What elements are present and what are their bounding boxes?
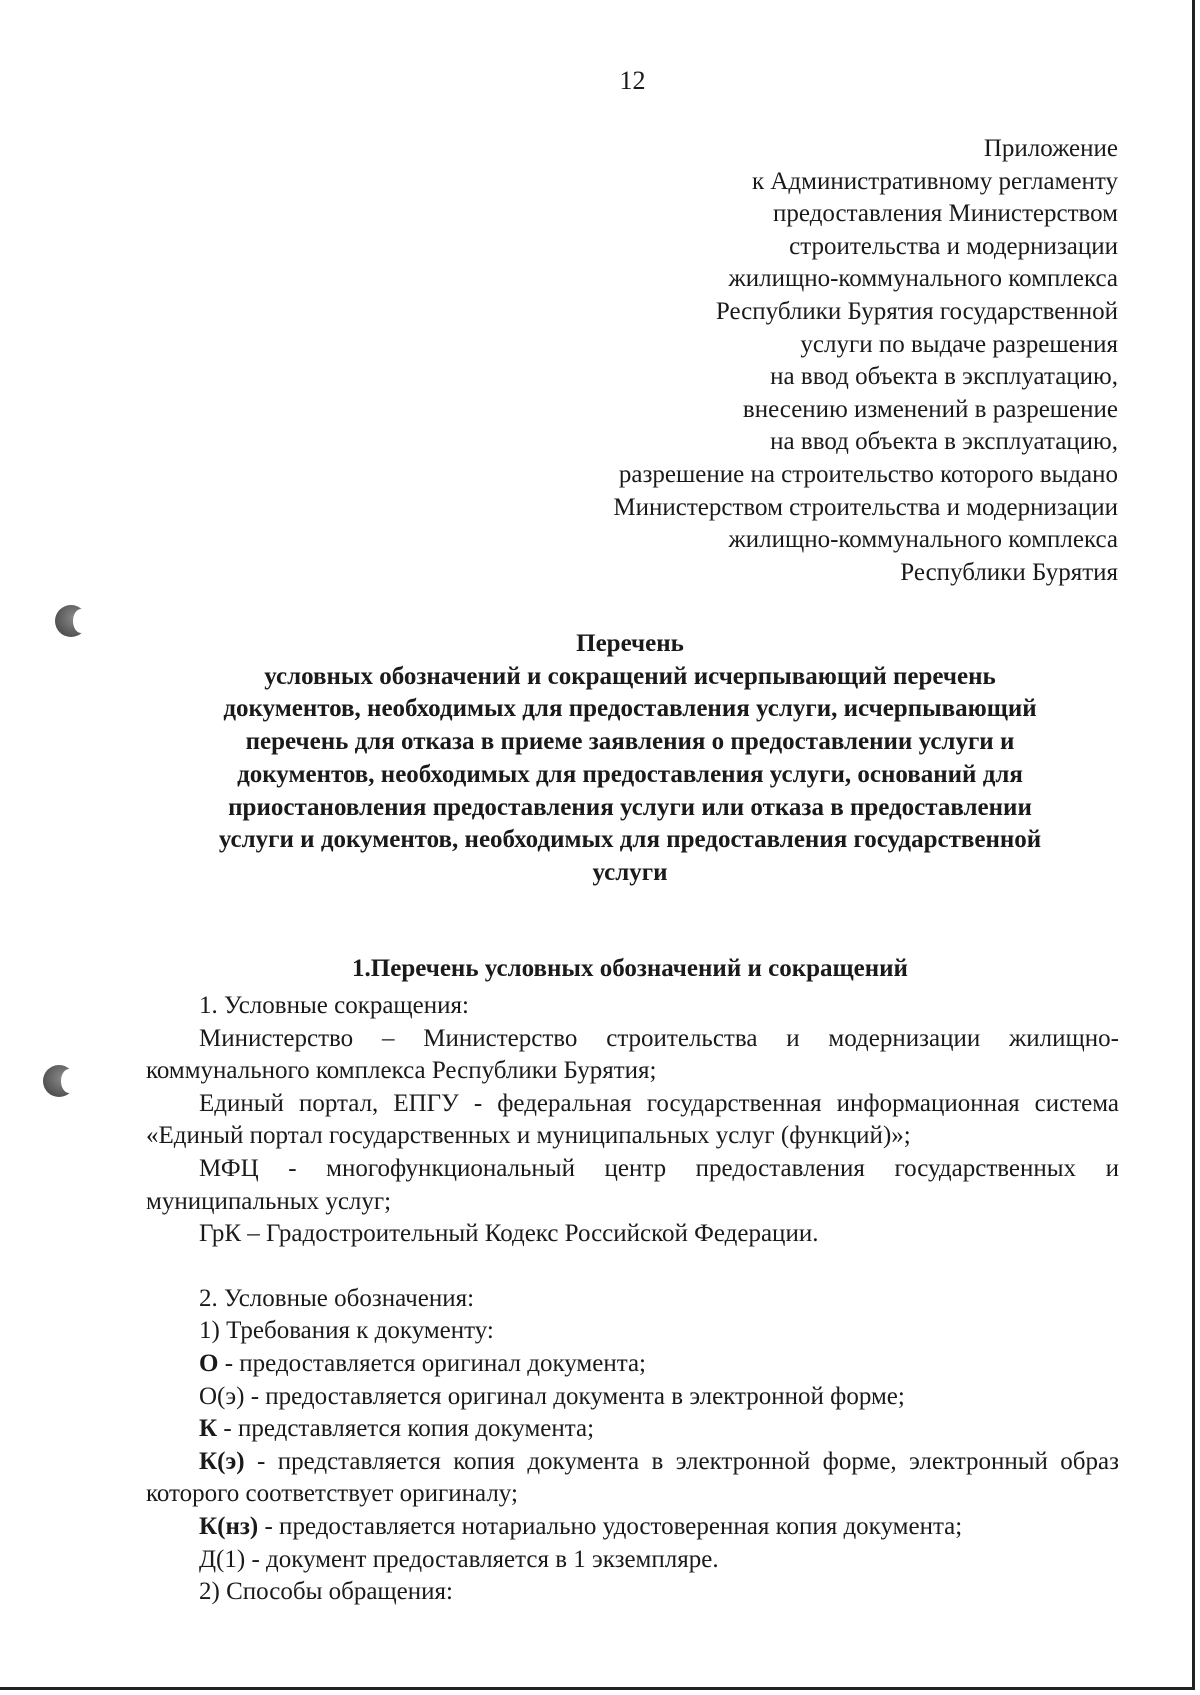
- title-line: документов, необходимых для предоставления услуги, исчерпывающий: [223, 695, 1037, 723]
- section-heading: 1.Перечень условных обозначений и сокращений: [352, 955, 908, 982]
- requirement-item: [146, 1348, 1119, 1381]
- appendix-line: Республики Бурятия государственной: [715, 297, 1118, 325]
- requirement-text: - предоставляется нотариально удостоверенная копия документа;: [258, 1512, 963, 1540]
- abbreviation-item: Единый портал, ЕПГУ - федеральная государственная информационная система «Единый портал государственных и муниципальных услуг (функций)»;: [146, 1089, 1119, 1150]
- title-line: перечень для отказа в приеме заявления о предоставлении услуги и: [245, 728, 1015, 756]
- appendix-line: жилищно-коммунального комплекса: [728, 526, 1118, 554]
- page-number: 12: [619, 66, 646, 95]
- appendix-line: жилищно-коммунального комплекса: [728, 265, 1118, 293]
- requirement-code: Д(1): [199, 1545, 246, 1573]
- appendix-header: [613, 133, 1118, 589]
- requirement-text: - предоставляется оригинал документа;: [218, 1349, 646, 1377]
- requirement-item: [146, 1381, 1119, 1414]
- appendix-line: на ввод объекта в эксплуатацию,: [770, 428, 1118, 456]
- abbreviation-item: МФЦ - многофункциональный центр предоставления государственных и муниципальных услуг;: [146, 1154, 1119, 1215]
- abbreviation-item: ГрК – Градостроительный Кодекс Российской Федерации.: [199, 1220, 819, 1248]
- methods-heading: 2) Способы обращения:: [199, 1578, 453, 1606]
- subsection-designations: 2. Условные обозначения:: [199, 1284, 475, 1312]
- title-line: документов, необходимых для предоставления услуги, оснований для: [237, 760, 1023, 788]
- requirements-heading: 1) Требования к документу:: [199, 1317, 494, 1345]
- title-line: Перечень: [576, 630, 684, 657]
- title-line: приостановления предоставления услуги или отказа в предоставлении: [228, 793, 1032, 821]
- appendix-line: к Административному регламенту: [751, 167, 1118, 195]
- punch-hole-mark: [43, 1065, 75, 1097]
- appendix-line: предоставления Министерством: [773, 200, 1118, 228]
- appendix-line: строительства и модернизации: [789, 232, 1118, 260]
- appendix-line: внесению изменений в разрешение: [742, 395, 1118, 423]
- subsection-abbreviations: 1. Условные сокращения:: [199, 992, 469, 1019]
- requirement-code: К: [199, 1415, 218, 1443]
- requirement-code: О: [199, 1349, 219, 1377]
- requirement-item: [146, 1413, 1119, 1446]
- abbreviation-item: Министерство – Министерство строительства и модернизации жилищно-коммунального комплекса Республики Бурятия;: [146, 1024, 1119, 1085]
- appendix-line: услуги по выдаче разрешения: [800, 330, 1118, 358]
- requirement-text: - документ предоставляется в 1 экземпляре.: [245, 1545, 719, 1573]
- requirement-code: К(нз): [199, 1512, 259, 1540]
- document-title: [140, 628, 1120, 890]
- title-line: условных обозначений и сокращений исчерпывающий перечень: [264, 662, 996, 690]
- appendix-line: Приложение: [983, 135, 1118, 162]
- requirement-text: - представляется копия документа в электронной форме, электронный образ которого соответствует оригиналу;: [146, 1447, 1119, 1508]
- body-text: [146, 990, 1119, 1609]
- requirement-code: К(э): [199, 1447, 245, 1475]
- requirement-text: - предоставляется оригинал документа в электронной форме;: [244, 1382, 905, 1410]
- appendix-line: Республики Бурятия: [900, 558, 1118, 586]
- punch-hole-mark: [55, 605, 87, 637]
- title-line: услуги: [592, 858, 668, 886]
- requirement-item: [146, 1544, 1119, 1577]
- requirement-text: - представляется копия документа;: [217, 1415, 595, 1443]
- appendix-line: на ввод объекта в эксплуатацию,: [770, 363, 1118, 391]
- title-line: услуги и документов, необходимых для предоставления государственной: [218, 826, 1042, 854]
- appendix-line: Министерством строительства и модернизации: [613, 493, 1118, 521]
- requirement-item: [146, 1511, 1119, 1544]
- requirement-item: [146, 1446, 1119, 1511]
- appendix-line: разрешение на строительство которого выдано: [618, 460, 1118, 488]
- requirement-code: О(э): [199, 1382, 245, 1410]
